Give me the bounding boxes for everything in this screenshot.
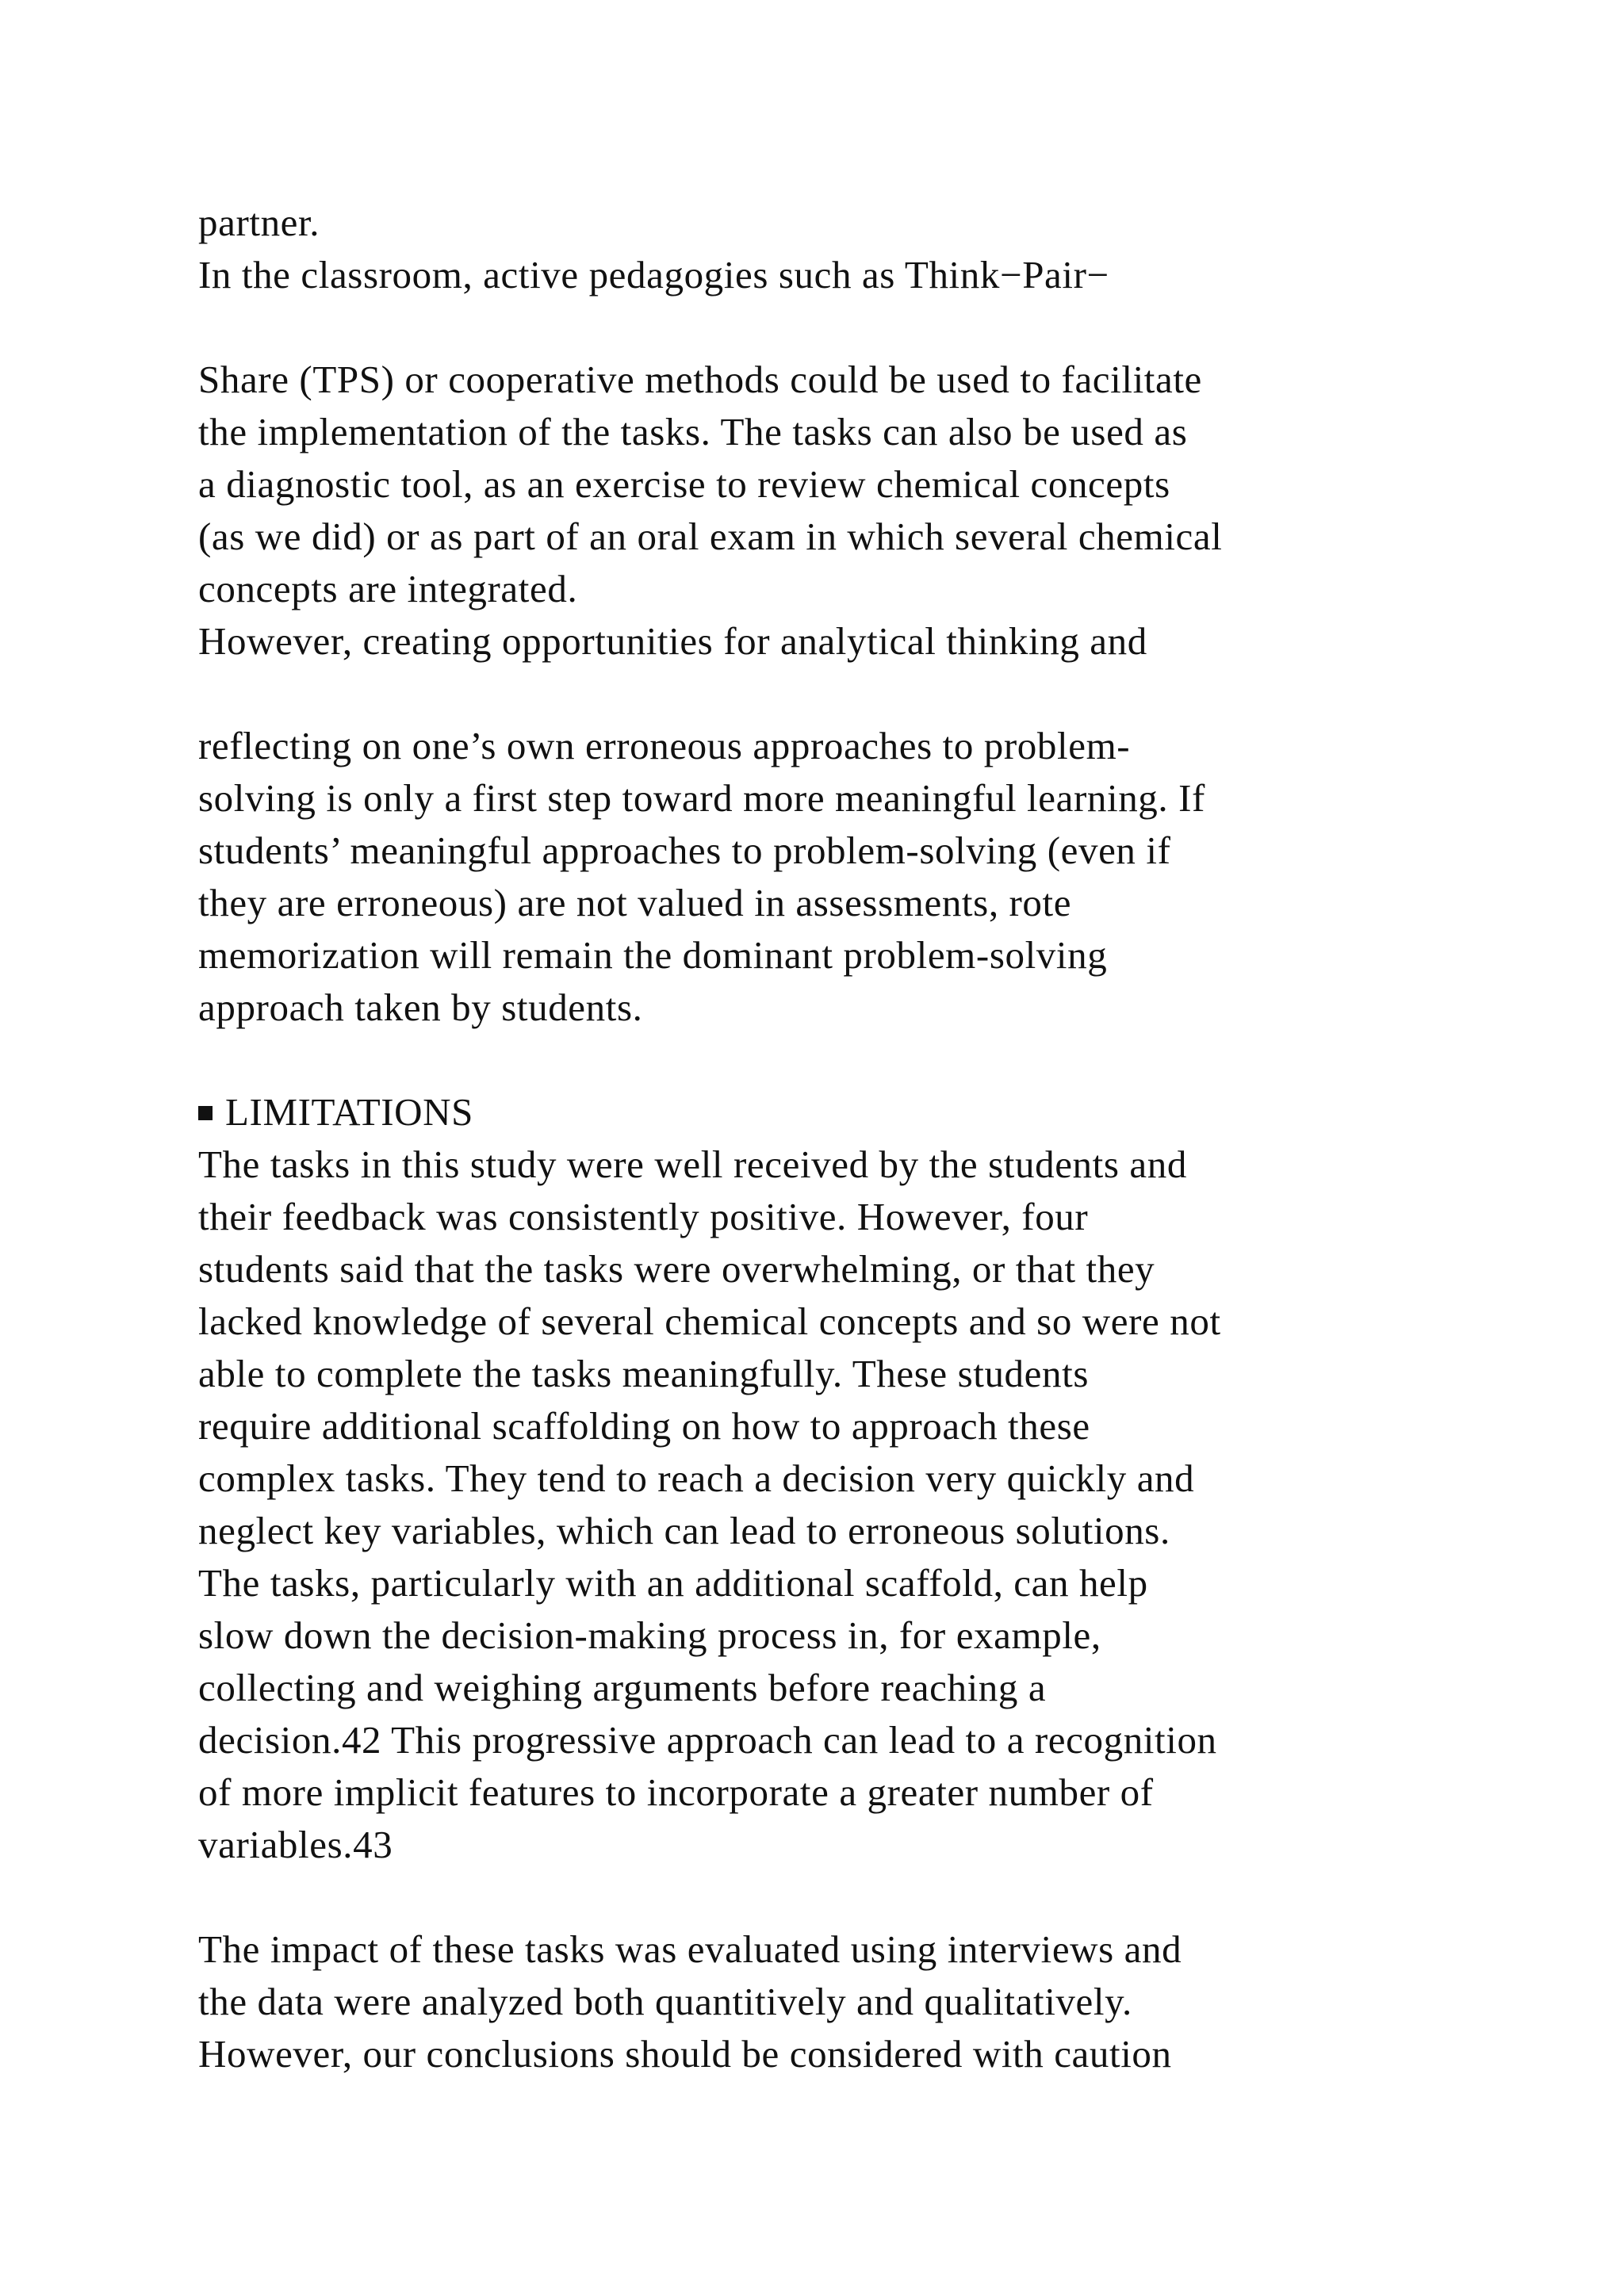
blank-line bbox=[198, 1034, 1499, 1086]
text-line: neglect key variables, which can lead to erroneous solutions. bbox=[198, 1509, 1170, 1552]
text-line: However, our conclusions should be considered with caution bbox=[198, 2032, 1172, 2076]
blank-line bbox=[198, 1871, 1499, 1923]
text-line: partner. bbox=[198, 201, 320, 244]
text-line: able to complete the tasks meaningfully. These students bbox=[198, 1352, 1089, 1395]
document-body bbox=[198, 197, 1499, 2080]
text-line: solving is only a first step toward more meaningful learning. If bbox=[198, 776, 1205, 820]
section-heading-label: LIMITATIONS bbox=[225, 1090, 473, 1134]
text-line: (as we did) or as part of an oral exam in which several chemical bbox=[198, 515, 1223, 558]
text-line: students said that the tasks were overwhelming, or that they bbox=[198, 1247, 1155, 1291]
text-line: decision.42 This progressive approach can lead to a recognition bbox=[198, 1718, 1217, 1762]
text-line: The tasks, particularly with an additional scaffold, can help bbox=[198, 1561, 1148, 1605]
text-line: students’ meaningful approaches to problem-solving (even if bbox=[198, 828, 1171, 872]
text-line: lacked knowledge of several chemical concepts and so were not bbox=[198, 1299, 1221, 1343]
text-line: concepts are integrated. bbox=[198, 567, 578, 610]
text-line: variables.43 bbox=[198, 1823, 393, 1866]
text-line: they are erroneous) are not valued in assessments, rote bbox=[198, 881, 1072, 924]
text-line: In the classroom, active pedagogies such as Think−Pair− bbox=[198, 253, 1109, 297]
text-line: a diagnostic tool, as an exercise to review chemical concepts bbox=[198, 462, 1170, 506]
blank-line bbox=[198, 668, 1499, 720]
text-line: However, creating opportunities for analytical thinking and bbox=[198, 619, 1147, 663]
text-line: complex tasks. They tend to reach a decision very quickly and bbox=[198, 1456, 1195, 1500]
text-line: collecting and weighing arguments before reaching a bbox=[198, 1666, 1047, 1709]
text-line: The tasks in this study were well received by the students and bbox=[198, 1142, 1187, 1186]
text-line: memorization will remain the dominant problem-solving bbox=[198, 933, 1108, 977]
text-line: Share (TPS) or cooperative methods could be used to facilitate bbox=[198, 358, 1202, 401]
text-line: The impact of these tasks was evaluated using interviews and bbox=[198, 1927, 1182, 1971]
text-line: the data were analyzed both quantitively and qualitatively. bbox=[198, 1980, 1132, 2023]
text-line: their feedback was consistently positive. However, four bbox=[198, 1195, 1089, 1238]
text-line: the implementation of the tasks. The tasks can also be used as bbox=[198, 410, 1188, 453]
text-line: of more implicit features to incorporate a greater number of bbox=[198, 1770, 1154, 1814]
text-line: slow down the decision-making process in, for example, bbox=[198, 1613, 1101, 1657]
blank-line bbox=[198, 301, 1499, 354]
text-line: require additional scaffolding on how to approach these bbox=[198, 1404, 1090, 1448]
square-bullet-icon bbox=[198, 1106, 213, 1120]
text-line: reflecting on one’s own erroneous approaches to problem- bbox=[198, 724, 1131, 767]
text-line: approach taken by students. bbox=[198, 985, 643, 1029]
section-heading bbox=[198, 1086, 1499, 1138]
